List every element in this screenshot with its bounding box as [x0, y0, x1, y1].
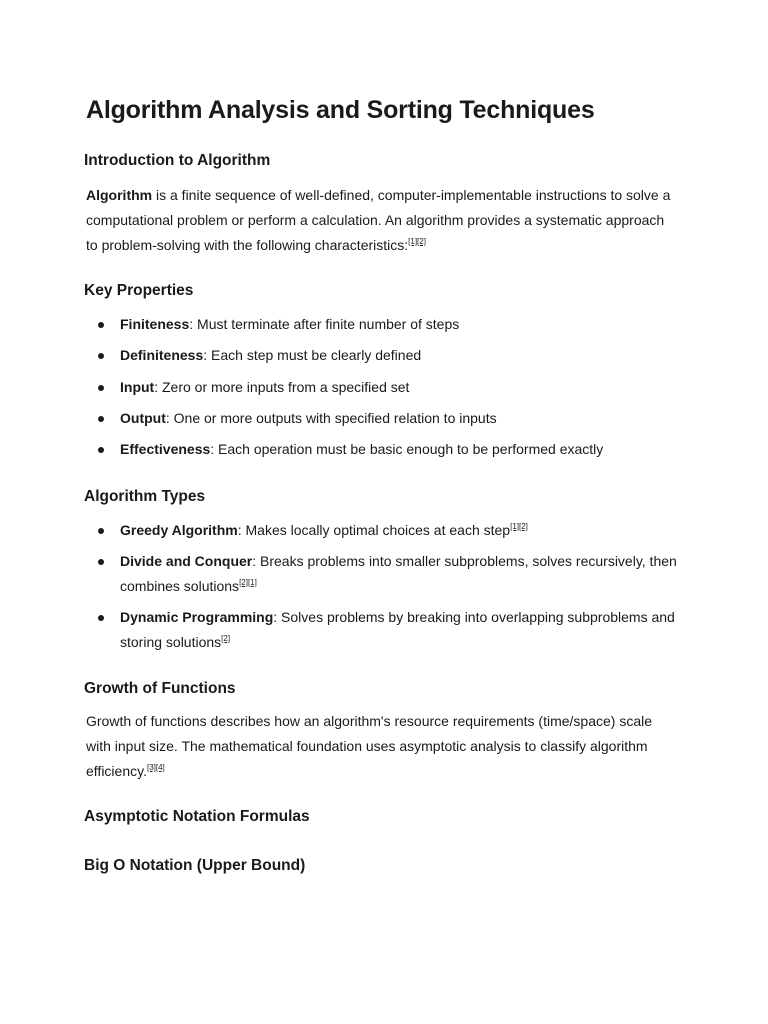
growth-line-3: efficiency. — [86, 763, 147, 779]
list-item-desc: : Each step must be clearly defined — [203, 347, 422, 363]
intro-paragraph — [86, 183, 686, 258]
list-item-term: Output — [120, 410, 166, 426]
list-item-desc-cont: combines solutions — [120, 578, 240, 594]
list-item-citation[interactable]: [1][2] — [510, 522, 528, 531]
bullet-icon — [98, 447, 104, 453]
intro-line-3: to problem-solving with the following characteristics: — [86, 237, 409, 253]
bullet-icon — [98, 528, 104, 534]
heading-asymptotic-notation: Asymptotic Notation Formulas — [84, 808, 310, 825]
heading-algorithm-types: Algorithm Types — [84, 488, 206, 505]
list-item-desc: : Makes locally optimal choices at each step — [237, 522, 511, 538]
list-item-desc: : One or more outputs with specified relation to inputs — [165, 410, 497, 426]
intro-citation[interactable]: [1][2] — [408, 237, 426, 246]
list-item-desc: : Must terminate after finite number of steps — [189, 316, 460, 332]
intro-line-2: computational problem or perform a calculation. An algorithm provides a systematic approach — [86, 212, 665, 228]
bullet-icon — [98, 385, 104, 391]
list-item-term: Divide and Conquer — [120, 553, 253, 569]
list-item-term: Effectiveness — [120, 441, 211, 457]
bullet-icon — [98, 322, 104, 328]
list-item-desc: : Solves problems by breaking into overlapping subproblems and — [273, 609, 675, 625]
list-item-desc-cont: storing solutions — [120, 634, 222, 650]
bullet-icon — [98, 559, 104, 565]
bullet-icon — [98, 353, 104, 359]
list-item-term: Input — [120, 379, 155, 395]
list-item-term: Greedy Algorithm — [120, 522, 238, 538]
heading-big-o: Big O Notation (Upper Bound) — [84, 857, 306, 874]
list-item-citation[interactable]: [2][1] — [239, 578, 257, 587]
list-item-term: Finiteness — [120, 316, 190, 332]
list-item-citation[interactable]: [2] — [221, 634, 231, 643]
list-item-desc: : Each operation must be basic enough to be performed exactly — [210, 441, 604, 457]
growth-paragraph — [86, 709, 686, 784]
list-item-desc: : Zero or more inputs from a specified set — [154, 379, 410, 395]
bullet-icon — [98, 416, 104, 422]
list-item-desc: : Breaks problems into smaller subproblems, solves recursively, then — [252, 553, 677, 569]
document-title: Algorithm Analysis and Sorting Techniques — [86, 96, 595, 124]
intro-term: Algorithm — [86, 187, 153, 203]
heading-growth-of-functions: Growth of Functions — [84, 680, 236, 697]
list-item-term: Definiteness — [120, 347, 204, 363]
growth-line-1: Growth of functions describes how an algorithm's resource requirements (time/space) scale — [86, 713, 653, 729]
heading-key-properties: Key Properties — [84, 282, 194, 299]
list-item-term: Dynamic Programming — [120, 609, 274, 625]
growth-line-2: with input size. The mathematical foundation uses asymptotic analysis to classify algorithm — [86, 738, 648, 754]
heading-introduction: Introduction to Algorithm — [84, 152, 271, 169]
intro-line-1: is a finite sequence of well-defined, computer-implementable instructions to solve a — [152, 187, 671, 203]
bullet-icon — [98, 615, 104, 621]
growth-citation[interactable]: [3][4] — [146, 763, 165, 772]
